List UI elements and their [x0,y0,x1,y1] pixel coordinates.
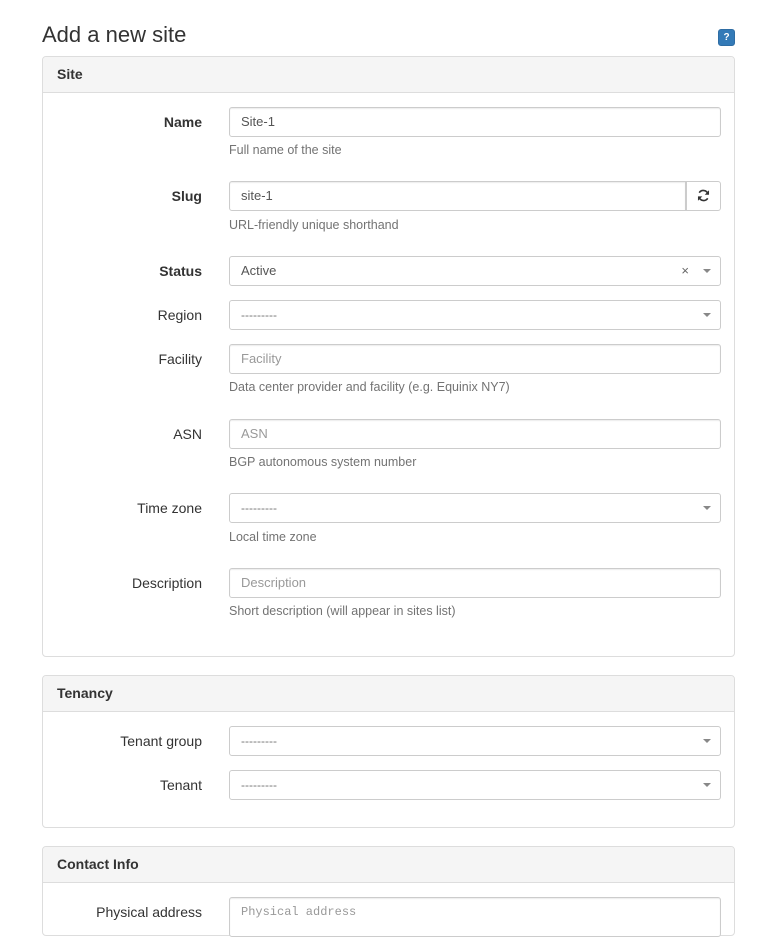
tenant-group-label: Tenant group [120,733,202,749]
site-panel-heading: Site [43,57,734,93]
refresh-icon [697,189,710,202]
slug-label: Slug [171,188,202,204]
chevron-down-icon [703,739,711,743]
name-help: Full name of the site [229,143,342,157]
region-select[interactable] [229,300,721,330]
physical-address-label: Physical address [96,904,202,920]
status-select[interactable] [229,256,721,286]
tenant-select[interactable] [229,770,721,800]
facility-input[interactable]: Facility [229,344,721,374]
contact-info-panel-heading: Contact Info [43,847,734,883]
name-input[interactable]: Site-1 [229,107,721,137]
time-zone-selected-value: --------- [241,501,277,515]
tenant-group-select[interactable] [229,726,721,756]
slug-input[interactable]: site-1 [229,181,686,211]
region-label: Region [157,307,202,323]
chevron-down-icon [703,269,711,273]
clear-icon[interactable]: × [681,263,689,278]
description-help: Short description (will appear in sites list) [229,604,456,618]
chevron-down-icon [703,783,711,787]
name-label: Name [163,114,202,130]
slug-help: URL-friendly unique shorthand [229,218,399,232]
time-zone-label: Time zone [137,500,202,516]
chevron-down-icon [703,313,711,317]
tenant-group-selected-value: --------- [241,734,277,748]
asn-label: ASN [173,426,202,442]
asn-input[interactable]: ASN [229,419,721,449]
facility-help: Data center provider and facility (e.g. Equinix NY7) [229,380,510,394]
asn-help: BGP autonomous system number [229,455,417,469]
status-label: Status [159,263,202,279]
page-title: Add a new site [42,22,187,47]
facility-label: Facility [158,351,202,367]
tenancy-panel [42,675,735,828]
description-label: Description [131,575,202,591]
description-input[interactable]: Description [229,568,721,598]
tenancy-panel-heading: Tenancy [43,676,734,712]
tenant-selected-value: --------- [241,778,277,792]
status-selected-value: Active [241,263,277,278]
physical-address-input[interactable]: Physical address [229,897,721,937]
tenant-label: Tenant [159,777,202,793]
region-selected-value: --------- [241,308,277,322]
help-button[interactable]: ? [718,29,735,46]
site-panel [42,56,735,657]
time-zone-help: Local time zone [229,530,317,544]
contact-info-panel [42,846,735,936]
chevron-down-icon [703,506,711,510]
time-zone-select[interactable] [229,493,721,523]
regenerate-slug-button[interactable] [686,181,721,211]
